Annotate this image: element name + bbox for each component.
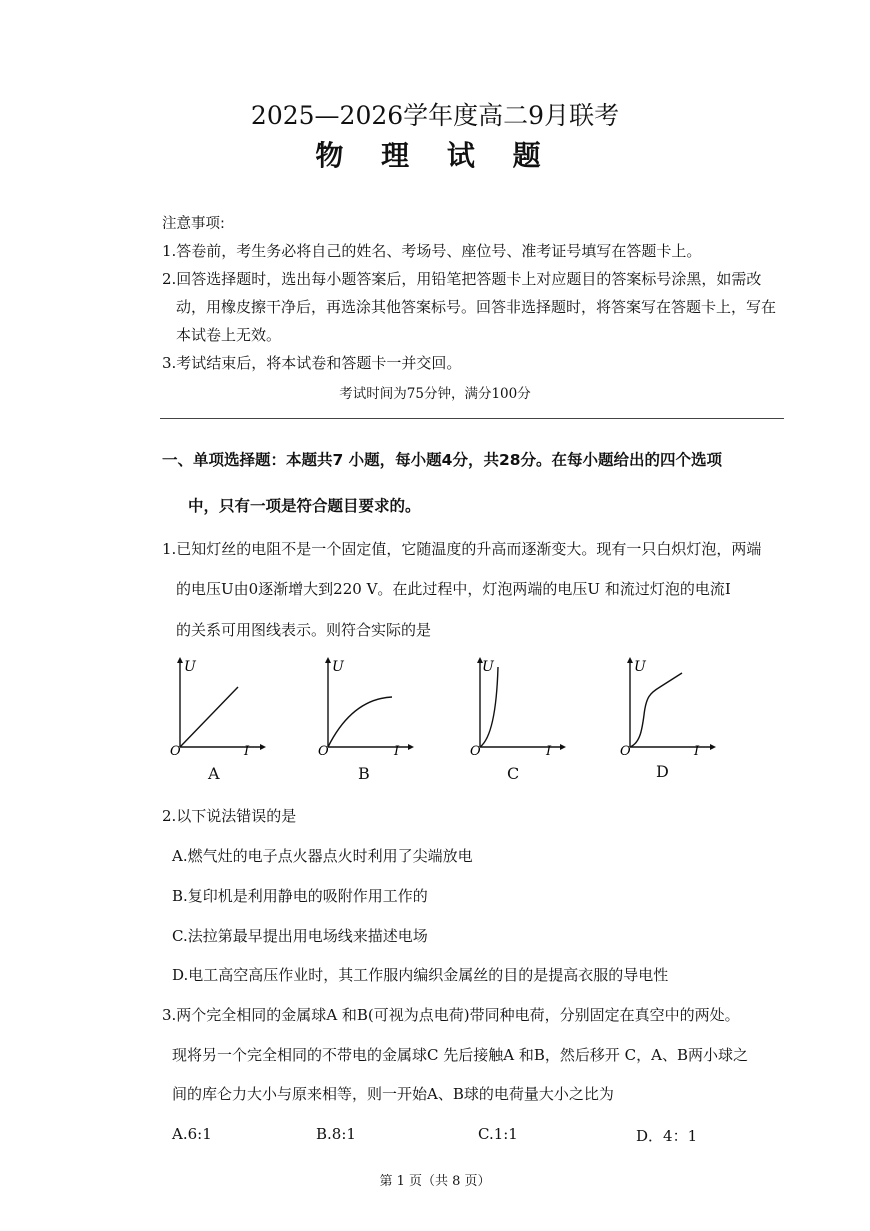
- y-axis-label: U: [634, 659, 646, 675]
- graph-d-label: D: [656, 762, 669, 781]
- y-axis-label: U: [332, 659, 344, 675]
- x-axis-arrow: [260, 744, 266, 750]
- y-axis-label: U: [482, 659, 494, 675]
- origin-label: O: [470, 744, 481, 755]
- x-axis-label: I: [694, 744, 700, 755]
- q2-option-a: A.燃气灶的电子点火器点火时利用了尖端放电: [172, 847, 473, 865]
- graph-c: [470, 655, 570, 755]
- q1-stem: 1.已知灯丝的电阻不是一个固定值，它随温度的升高而逐渐变大。现有一只白炽灯泡，两端: [162, 540, 762, 558]
- q1-stem: 的电压U由0逐渐增大到220 V。在此过程中，灯泡两端的电压U 和流过灯泡的电流I: [176, 580, 731, 598]
- note-item: 3.考试结束后，将本试卷和答题卡一并交回。: [162, 354, 462, 372]
- y-axis-arrow: [325, 657, 331, 663]
- divider: [160, 418, 784, 419]
- x-axis-arrow: [710, 744, 716, 750]
- q1-stem: 的关系可用图线表示。则符合实际的是: [176, 621, 432, 639]
- exam-info: 考试时间为75分钟，满分100分: [339, 386, 531, 402]
- x-axis-label: I: [394, 744, 400, 755]
- x-axis-label: I: [546, 744, 552, 755]
- q2-option-c: C.法拉第最早提出用电场线来描述电场: [172, 927, 428, 945]
- section-heading-cont: 中，只有一项是符合题目要求的。: [188, 497, 421, 515]
- q2-stem: 2.以下说法错误的是: [162, 807, 297, 825]
- graph-d: [620, 655, 720, 755]
- q3-option-a: A.6:1: [172, 1125, 212, 1143]
- q3-stem: 3.两个完全相同的金属球A 和B(可视为点电荷)带同种电荷，分别固定在真空中的两处。: [162, 1006, 740, 1024]
- origin-label: O: [620, 744, 631, 755]
- note-item: 2.回答选择题时，选出每小题答案后，用铅笔把答题卡上对应题目的答案标号涂黑，如需改: [162, 270, 762, 288]
- curve-d: [630, 673, 682, 747]
- q2-option-b: B.复印机是利用静电的吸附作用工作的: [172, 887, 428, 905]
- y-axis-arrow: [627, 657, 633, 663]
- x-axis-arrow: [408, 744, 414, 750]
- q3-stem: 间的库仑力大小与原来相等，则一开始A、B球的电荷量大小之比为: [172, 1085, 614, 1103]
- q3-option-d: D．4：1: [636, 1127, 698, 1145]
- origin-label: O: [318, 744, 329, 755]
- graph-a-label: A: [208, 764, 220, 783]
- q3-option-b: B.8:1: [316, 1125, 356, 1143]
- q2-option-d: D.电工高空高压作业时，其工作服内编织金属丝的目的是提高衣服的导电性: [172, 966, 669, 984]
- notes-heading: 注意事项:: [162, 216, 225, 232]
- note-item: 动，用橡皮擦干净后，再选涂其他答案标号。回答非选择题时，将答案写在答题卡上，写在: [176, 298, 777, 316]
- graph-c-label: C: [507, 764, 520, 783]
- q3-option-c: C.1:1: [478, 1125, 518, 1143]
- section-heading: 一、单项选择题：本题共7 小题，每小题4分，共28分。在每小题给出的四个选项: [162, 451, 723, 469]
- y-axis-arrow: [177, 657, 183, 663]
- subject-title: 物 理 试 题: [315, 139, 555, 172]
- x-axis-label: I: [244, 744, 250, 755]
- curve-c: [480, 667, 498, 747]
- note-item: 本试卷上无效。: [176, 326, 282, 344]
- note-item: 1.答卷前，考生务必将自己的姓名、考场号、座位号、准考证号填写在答题卡上。: [162, 242, 702, 260]
- graph-b-label: B: [358, 764, 370, 783]
- origin-label: O: [170, 744, 181, 755]
- graph-b: [318, 655, 418, 755]
- x-axis-arrow: [560, 744, 566, 750]
- exam-title: 2025—2026学年度高二9月联考: [250, 101, 620, 130]
- page-footer: 第 1 页（共 8 页）: [379, 1174, 491, 1189]
- graph-a: [170, 655, 270, 755]
- curve-a: [180, 687, 238, 747]
- curve-b: [328, 697, 392, 747]
- y-axis-label: U: [184, 659, 196, 675]
- q3-stem: 现将另一个完全相同的不带电的金属球C 先后接触A 和B，然后移开 C，A、B两小球之: [172, 1046, 748, 1064]
